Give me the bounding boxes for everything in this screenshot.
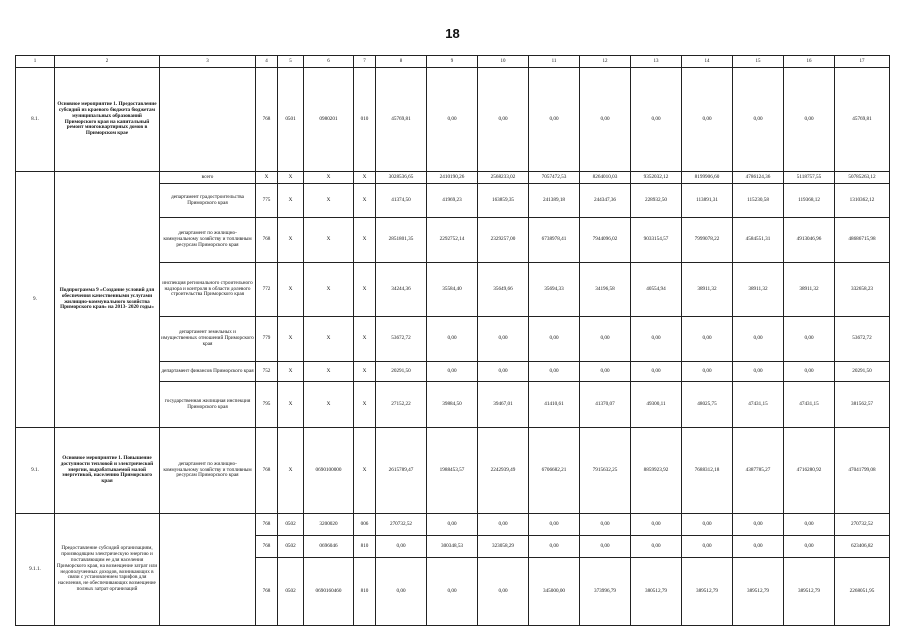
- column-number-cell: 2: [55, 56, 160, 68]
- value-cell: 0,00: [478, 68, 529, 172]
- code-rzpr-cell: X: [278, 382, 304, 428]
- value-cell: 244347,36: [580, 184, 631, 218]
- value-cell: 300348,53: [427, 536, 478, 558]
- value-cell: 7688312,18: [682, 428, 733, 514]
- row-9-1-1-sub: [16, 514, 890, 536]
- value-cell: 35649,66: [478, 263, 529, 317]
- value-cell: 0,00: [529, 68, 580, 172]
- value-cell: 49300,11: [631, 382, 682, 428]
- value-cell: 0,00: [529, 514, 580, 536]
- executor-cell: государственная жилищная инспекция Приморского края: [160, 382, 256, 428]
- value-cell: 48025,75: [682, 382, 733, 428]
- value-cell: 47431,15: [733, 382, 784, 428]
- value-cell: 45769,81: [835, 68, 890, 172]
- value-cell: 4786124,36: [733, 172, 784, 184]
- code-rzpr-cell: X: [278, 317, 304, 362]
- value-cell: 4716280,92: [784, 428, 835, 514]
- code-vr-cell: X: [354, 172, 376, 184]
- value-cell: 0,00: [631, 317, 682, 362]
- value-cell: 27152,22: [376, 382, 427, 428]
- code-vr-cell: X: [354, 184, 376, 218]
- value-cell: 389512,79: [682, 558, 733, 626]
- code-grbs-cell: 779: [256, 317, 278, 362]
- code-vr-cell: X: [354, 317, 376, 362]
- value-cell: 0,00: [733, 68, 784, 172]
- value-cell: 0,00: [682, 514, 733, 536]
- value-cell: 2568233,02: [478, 172, 529, 184]
- value-cell: 0,00: [376, 558, 427, 626]
- value-cell: 1988453,57: [427, 428, 478, 514]
- value-cell: 0,00: [427, 68, 478, 172]
- value-cell: 2242939,49: [478, 428, 529, 514]
- code-grbs-cell: 768: [256, 428, 278, 514]
- column-number-cell: 14: [682, 56, 733, 68]
- value-cell: 0,00: [733, 514, 784, 536]
- value-cell: 41374,50: [376, 184, 427, 218]
- value-cell: 0,00: [631, 68, 682, 172]
- executor-cell: [160, 514, 256, 626]
- value-cell: 332658,23: [835, 263, 890, 317]
- code-csr-cell: X: [304, 382, 354, 428]
- code-vr-cell: 006: [354, 514, 376, 536]
- value-cell: 0,00: [733, 317, 784, 362]
- activity-name-cell: Основное мероприятие 1. Повышение доступности тепловой и электрической энергии, вырабатываемой малой энергетикой, населению Приморского края: [55, 428, 160, 514]
- value-cell: 0,00: [580, 362, 631, 382]
- code-rzpr-cell: X: [278, 263, 304, 317]
- column-number-cell: 10: [478, 56, 529, 68]
- value-cell: 4387785,27: [733, 428, 784, 514]
- value-cell: 345000,00: [529, 558, 580, 626]
- value-cell: 0,00: [427, 514, 478, 536]
- value-cell: 53672,72: [835, 317, 890, 362]
- value-cell: 7999078,22: [682, 218, 733, 263]
- code-vr-cell: 010: [354, 68, 376, 172]
- code-rzpr-cell: X: [278, 184, 304, 218]
- code-grbs-cell: 768: [256, 68, 278, 172]
- code-grbs-cell: 775: [256, 184, 278, 218]
- value-cell: 34244,36: [376, 263, 427, 317]
- value-cell: 389512,79: [784, 558, 835, 626]
- executor-cell: департамент по жилищно-коммунальному хозяйству и топливным ресурсам Приморского края: [160, 428, 256, 514]
- activity-name-cell: Основное мероприятие 1. Предоставление субсидий из краевого бюджета бюджетам муниципальных образований Приморского края на капитальный ремонт многоквартирных домов в Приморском крае: [55, 68, 160, 172]
- value-cell: 2410190,26: [427, 172, 478, 184]
- value-cell: 20291,50: [835, 362, 890, 382]
- column-number-cell: 3: [160, 56, 256, 68]
- column-number-cell: 11: [529, 56, 580, 68]
- value-cell: 2851801,35: [376, 218, 427, 263]
- value-cell: 0,00: [733, 362, 784, 382]
- value-cell: 0,00: [580, 536, 631, 558]
- code-grbs-cell: 768: [256, 558, 278, 626]
- code-grbs-cell: 768: [256, 218, 278, 263]
- code-vr-cell: X: [354, 218, 376, 263]
- value-cell: 2615789,47: [376, 428, 427, 514]
- code-csr-cell: X: [304, 317, 354, 362]
- value-cell: 0,00: [427, 362, 478, 382]
- value-cell: 6706682,21: [529, 428, 580, 514]
- column-number-cell: 7: [354, 56, 376, 68]
- code-csr-cell: 0696046: [304, 536, 354, 558]
- value-cell: 41370,07: [580, 382, 631, 428]
- code-rzpr-cell: X: [278, 218, 304, 263]
- value-cell: 35584,40: [427, 263, 478, 317]
- column-number-cell: 1: [16, 56, 55, 68]
- column-number-cell: 6: [304, 56, 354, 68]
- value-cell: 38911,32: [682, 263, 733, 317]
- executor-cell: департамент земельных и имущественных отношений Приморского края: [160, 317, 256, 362]
- code-csr-cell: X: [304, 362, 354, 382]
- column-number-cell: 9: [427, 56, 478, 68]
- value-cell: 0,00: [784, 362, 835, 382]
- activity-name-cell: Предоставление субсидий организациям, производящим электрическую энергию и поставляющим ее для населения Приморского края, на возмещение затрат или недополученных доходов, возникающих в связи с установлением тарифов для населения, не обеспечивающих возмещение полных затрат организаций: [55, 514, 160, 626]
- value-cell: 4913046,96: [784, 218, 835, 263]
- row-8-1: [16, 68, 890, 172]
- value-cell: 228932,50: [631, 184, 682, 218]
- value-cell: 4584551,31: [733, 218, 784, 263]
- executor-cell: всего: [160, 172, 256, 184]
- code-csr-cell: X: [304, 218, 354, 263]
- value-cell: 38911,32: [733, 263, 784, 317]
- code-csr-cell: X: [304, 172, 354, 184]
- code-grbs-cell: X: [256, 172, 278, 184]
- row-9-sub: [16, 172, 890, 184]
- value-cell: 3028536,65: [376, 172, 427, 184]
- executor-cell: департамент финансов Приморского края: [160, 362, 256, 382]
- row-number-cell: 9.: [16, 172, 55, 428]
- value-cell: 380512,79: [631, 558, 682, 626]
- value-cell: 35694,33: [529, 263, 580, 317]
- value-cell: 45769,81: [376, 68, 427, 172]
- value-cell: 241389,18: [529, 184, 580, 218]
- code-vr-cell: X: [354, 382, 376, 428]
- value-cell: 2268051,95: [835, 558, 890, 626]
- row-number-cell: 8.1.: [16, 68, 55, 172]
- value-cell: 0,00: [580, 317, 631, 362]
- value-cell: 113891,31: [682, 184, 733, 218]
- value-cell: 8199906,60: [682, 172, 733, 184]
- column-number-cell: 12: [580, 56, 631, 68]
- executor-cell: департамент градостроительства Приморского края: [160, 184, 256, 218]
- executor-cell: [160, 68, 256, 172]
- value-cell: 2329257,00: [478, 218, 529, 263]
- value-cell: 119368,12: [784, 184, 835, 218]
- code-rzpr-cell: X: [278, 172, 304, 184]
- code-rzpr-cell: 0502: [278, 514, 304, 536]
- value-cell: 1310362,12: [835, 184, 890, 218]
- page-number: 18: [445, 26, 460, 41]
- value-cell: 0,00: [784, 536, 835, 558]
- row-number-cell: 9.1.: [16, 428, 55, 514]
- column-number-cell: 13: [631, 56, 682, 68]
- code-vr-cell: X: [354, 428, 376, 514]
- code-vr-cell: 810: [354, 536, 376, 558]
- value-cell: 47041799,08: [835, 428, 890, 514]
- code-csr-cell: 0980201: [304, 68, 354, 172]
- row-9-1: [16, 428, 890, 514]
- code-rzpr-cell: 0502: [278, 558, 304, 626]
- value-cell: 47431,15: [784, 382, 835, 428]
- value-cell: 0,00: [478, 362, 529, 382]
- value-cell: 0,00: [580, 68, 631, 172]
- value-cell: 0,00: [784, 514, 835, 536]
- value-cell: 270732,52: [376, 514, 427, 536]
- value-cell: 0,00: [529, 536, 580, 558]
- value-cell: 623406,82: [835, 536, 890, 558]
- value-cell: 6738978,41: [529, 218, 580, 263]
- value-cell: 373996,79: [580, 558, 631, 626]
- value-cell: 115230,58: [733, 184, 784, 218]
- code-rzpr-cell: X: [278, 428, 304, 514]
- value-cell: 0,00: [682, 317, 733, 362]
- value-cell: 39467,01: [478, 382, 529, 428]
- value-cell: 7944096,02: [580, 218, 631, 263]
- code-grbs-cell: 795: [256, 382, 278, 428]
- value-cell: 50785263,12: [835, 172, 890, 184]
- value-cell: 0,00: [631, 514, 682, 536]
- column-number-cell: 8: [376, 56, 427, 68]
- executor-cell: департамент по жилищно-коммунальному хозяйству и топливным ресурсам Приморского края: [160, 218, 256, 263]
- code-csr-cell: X: [304, 263, 354, 317]
- value-cell: 0,00: [784, 68, 835, 172]
- code-rzpr-cell: X: [278, 362, 304, 382]
- value-cell: 0,00: [478, 317, 529, 362]
- value-cell: 323058,29: [478, 536, 529, 558]
- value-cell: 8264010,03: [580, 172, 631, 184]
- value-cell: 0,00: [478, 558, 529, 626]
- value-cell: 381562,57: [835, 382, 890, 428]
- budget-table: [15, 55, 890, 626]
- value-cell: 0,00: [427, 558, 478, 626]
- value-cell: 0,00: [733, 536, 784, 558]
- column-number-cell: 5: [278, 56, 304, 68]
- row-number-cell: 9.1.1.: [16, 514, 55, 626]
- value-cell: 0,00: [478, 514, 529, 536]
- column-number-cell: 16: [784, 56, 835, 68]
- value-cell: 0,00: [784, 317, 835, 362]
- value-cell: 0,00: [529, 362, 580, 382]
- code-vr-cell: 810: [354, 558, 376, 626]
- code-csr-cell: X: [304, 184, 354, 218]
- code-rzpr-cell: 0502: [278, 536, 304, 558]
- code-grbs-cell: 752: [256, 362, 278, 382]
- value-cell: 41969,23: [427, 184, 478, 218]
- value-cell: 5118757,55: [784, 172, 835, 184]
- value-cell: 389512,79: [733, 558, 784, 626]
- value-cell: 40554,94: [631, 263, 682, 317]
- value-cell: 53672,72: [376, 317, 427, 362]
- value-cell: 0,00: [376, 536, 427, 558]
- code-grbs-cell: 768: [256, 536, 278, 558]
- value-cell: 9033154,57: [631, 218, 682, 263]
- value-cell: 0,00: [631, 536, 682, 558]
- code-csr-cell: 0690160460: [304, 558, 354, 626]
- value-cell: 9352032,12: [631, 172, 682, 184]
- header-row: [16, 56, 890, 68]
- value-cell: 0,00: [427, 317, 478, 362]
- value-cell: 0,00: [631, 362, 682, 382]
- value-cell: 0,00: [529, 317, 580, 362]
- value-cell: 270732,52: [835, 514, 890, 536]
- value-cell: 0,00: [682, 68, 733, 172]
- value-cell: 7057472,53: [529, 172, 580, 184]
- code-grbs-cell: 768: [256, 514, 278, 536]
- value-cell: 163859,35: [478, 184, 529, 218]
- code-rzpr-cell: 0501: [278, 68, 304, 172]
- value-cell: 34196,58: [580, 263, 631, 317]
- value-cell: 0,00: [580, 514, 631, 536]
- value-cell: 8859923,92: [631, 428, 682, 514]
- value-cell: 48686715,98: [835, 218, 890, 263]
- value-cell: 7915632,25: [580, 428, 631, 514]
- column-number-cell: 15: [733, 56, 784, 68]
- value-cell: 38911,32: [784, 263, 835, 317]
- executor-cell: инспекция регионального строительного надзора и контроля в области долевого строительства Приморского края: [160, 263, 256, 317]
- code-vr-cell: X: [354, 362, 376, 382]
- code-csr-cell: 0690100000: [304, 428, 354, 514]
- value-cell: 2292752,14: [427, 218, 478, 263]
- value-cell: 41410,61: [529, 382, 580, 428]
- value-cell: 20291,50: [376, 362, 427, 382]
- code-grbs-cell: 772: [256, 263, 278, 317]
- value-cell: 0,00: [682, 362, 733, 382]
- subprogram-name-cell: Подпрограмма 9 «Создание условий для обеспечения качественными услугами жилищно-коммунального хозяйства Приморского края» на 2013- 2020 годы»: [55, 172, 160, 428]
- code-csr-cell: 3200020: [304, 514, 354, 536]
- column-number-cell: 17: [835, 56, 890, 68]
- value-cell: 0,00: [682, 536, 733, 558]
- value-cell: 39884,50: [427, 382, 478, 428]
- column-number-cell: 4: [256, 56, 278, 68]
- code-vr-cell: X: [354, 263, 376, 317]
